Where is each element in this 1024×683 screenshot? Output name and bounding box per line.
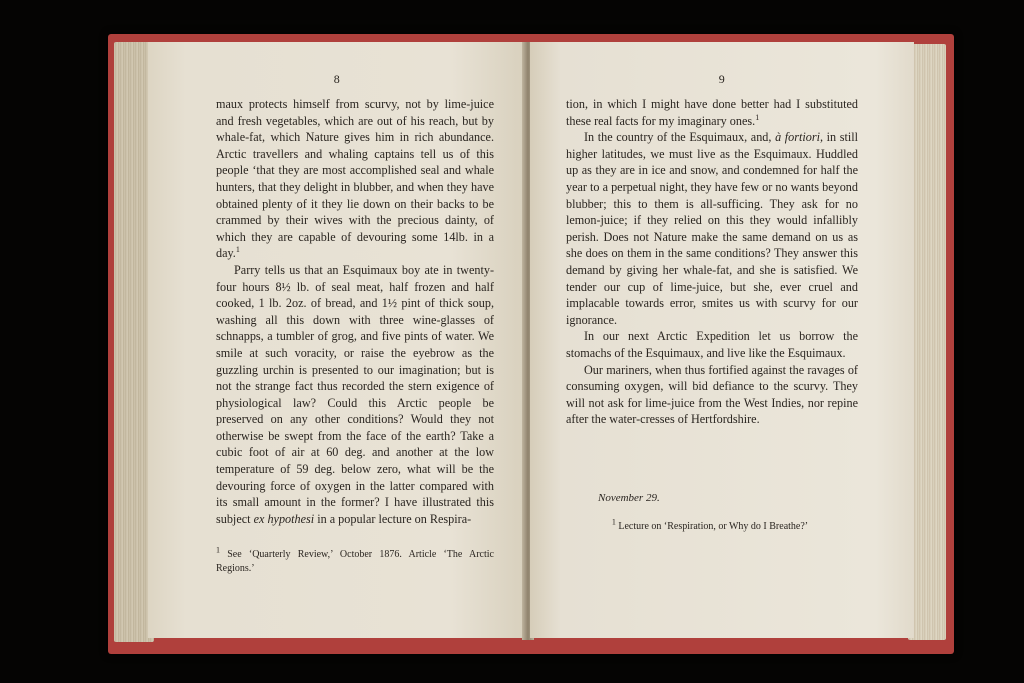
footnote xyxy=(560,517,860,534)
right-page xyxy=(530,42,914,638)
paragraph-text: in still higher latitudes, we must live as the Esquimaux. Huddled up as they are in ice and snow, and condemned for half the year to a perpetual night, they have few or no wants beyond blubber; this to them is all-sufficing. They ask for no lemon-juice; if they relied on this they would infallibly perish. Does not Nature make the same demand on us as she does on them in the same conditions? They answer this demand by giving her whale-fat, and she is satisfied. We tender our cup of lime-juice, but she, ever cruel and implacable towards error, smites us with scurvy for our ignorance. xyxy=(566,130,859,327)
footnote-number: 1 xyxy=(611,517,616,527)
footnote-marker: 1 xyxy=(235,245,240,255)
paragraph xyxy=(216,96,494,262)
page-number: 8 xyxy=(333,72,341,86)
paragraph xyxy=(566,96,858,129)
paragraph-text: In the country of the Esquimaux, and, xyxy=(584,130,772,145)
footnote xyxy=(216,545,494,576)
left-page xyxy=(148,42,526,638)
page-body xyxy=(566,96,858,428)
date-line: November 29. xyxy=(598,492,660,504)
paragraph xyxy=(216,262,494,528)
footnote-number: 1 xyxy=(216,545,220,555)
italic-phrase: à fortiori, xyxy=(775,130,824,145)
paragraph xyxy=(566,129,858,328)
paragraph-text: maux protects himself from scurvy, not by lime-juice and fresh vegetables, which are out of his reach, but by whale-fat, which Nature gives him in rich abundance. Arctic travellers and whaling captains tell us of this people ‘that they are most accomplished seal and whale hunters, that they delight in blubber, and when they have obtained plenty of it they lie down on their backs to be crammed by their wives with the precious dainty, of which they are capable of devouring some 14lb. in a day. xyxy=(216,97,494,261)
footnote-marker: 1 xyxy=(755,112,760,122)
paragraph-text: in a popular lecture on Respira- xyxy=(317,511,472,526)
italic-phrase: ex hypothesi xyxy=(253,511,315,526)
paragraph-text: tion, in which I might have done better had I substituted these real facts for my imaginary ones. xyxy=(566,97,858,128)
paragraph xyxy=(566,362,858,428)
paragraph-text: In our next Arctic Expedition let us borrow the stomachs of the Esquimaux, and live like the Esquimaux. xyxy=(566,329,858,360)
paragraph-text: Parry tells us that an Esquimaux boy ate in twenty-four hours 8½ lb. of seal meat, half frozen and half cooked, 1 lb. 2oz. of bread, and 1½ pint of thick soup, washing all this down with three wine-glasses of schnapps, a tumbler of grog, and five pints of water. We smile at such voracity, or raise the eyebrow as the guzzling urchin is presented to our imagination; but is not the strange fact thus recorded the stern exigence of physiological law? Could this Arctic people be preserved on any other conditions? Would they not otherwise be swept from the face of the earth? Take a cubic foot of air at 60 deg. and another at the low temperature of 59 deg. below zero, what will be the devouring force of oxygen in the latter compared with its small amount in the former? I have illustrated this subject xyxy=(216,262,494,526)
paragraph-text: Our mariners, when thus fortified against the ravages of consuming oxygen, will bid defiance to the scurvy. They will not ask for lime-juice from the West Indies, nor repine after the water-cresses of Hertfordshire. xyxy=(566,362,858,427)
page-body xyxy=(216,96,494,527)
page-number: 9 xyxy=(718,72,726,86)
footnote-text: Lecture on ‘Respiration, or Why do I Breathe?’ xyxy=(618,521,809,532)
paragraph xyxy=(566,328,858,361)
footnote-text: See ‘Quarterly Review,’ October 1876. Article ‘The Arctic Regions.’ xyxy=(216,549,494,574)
